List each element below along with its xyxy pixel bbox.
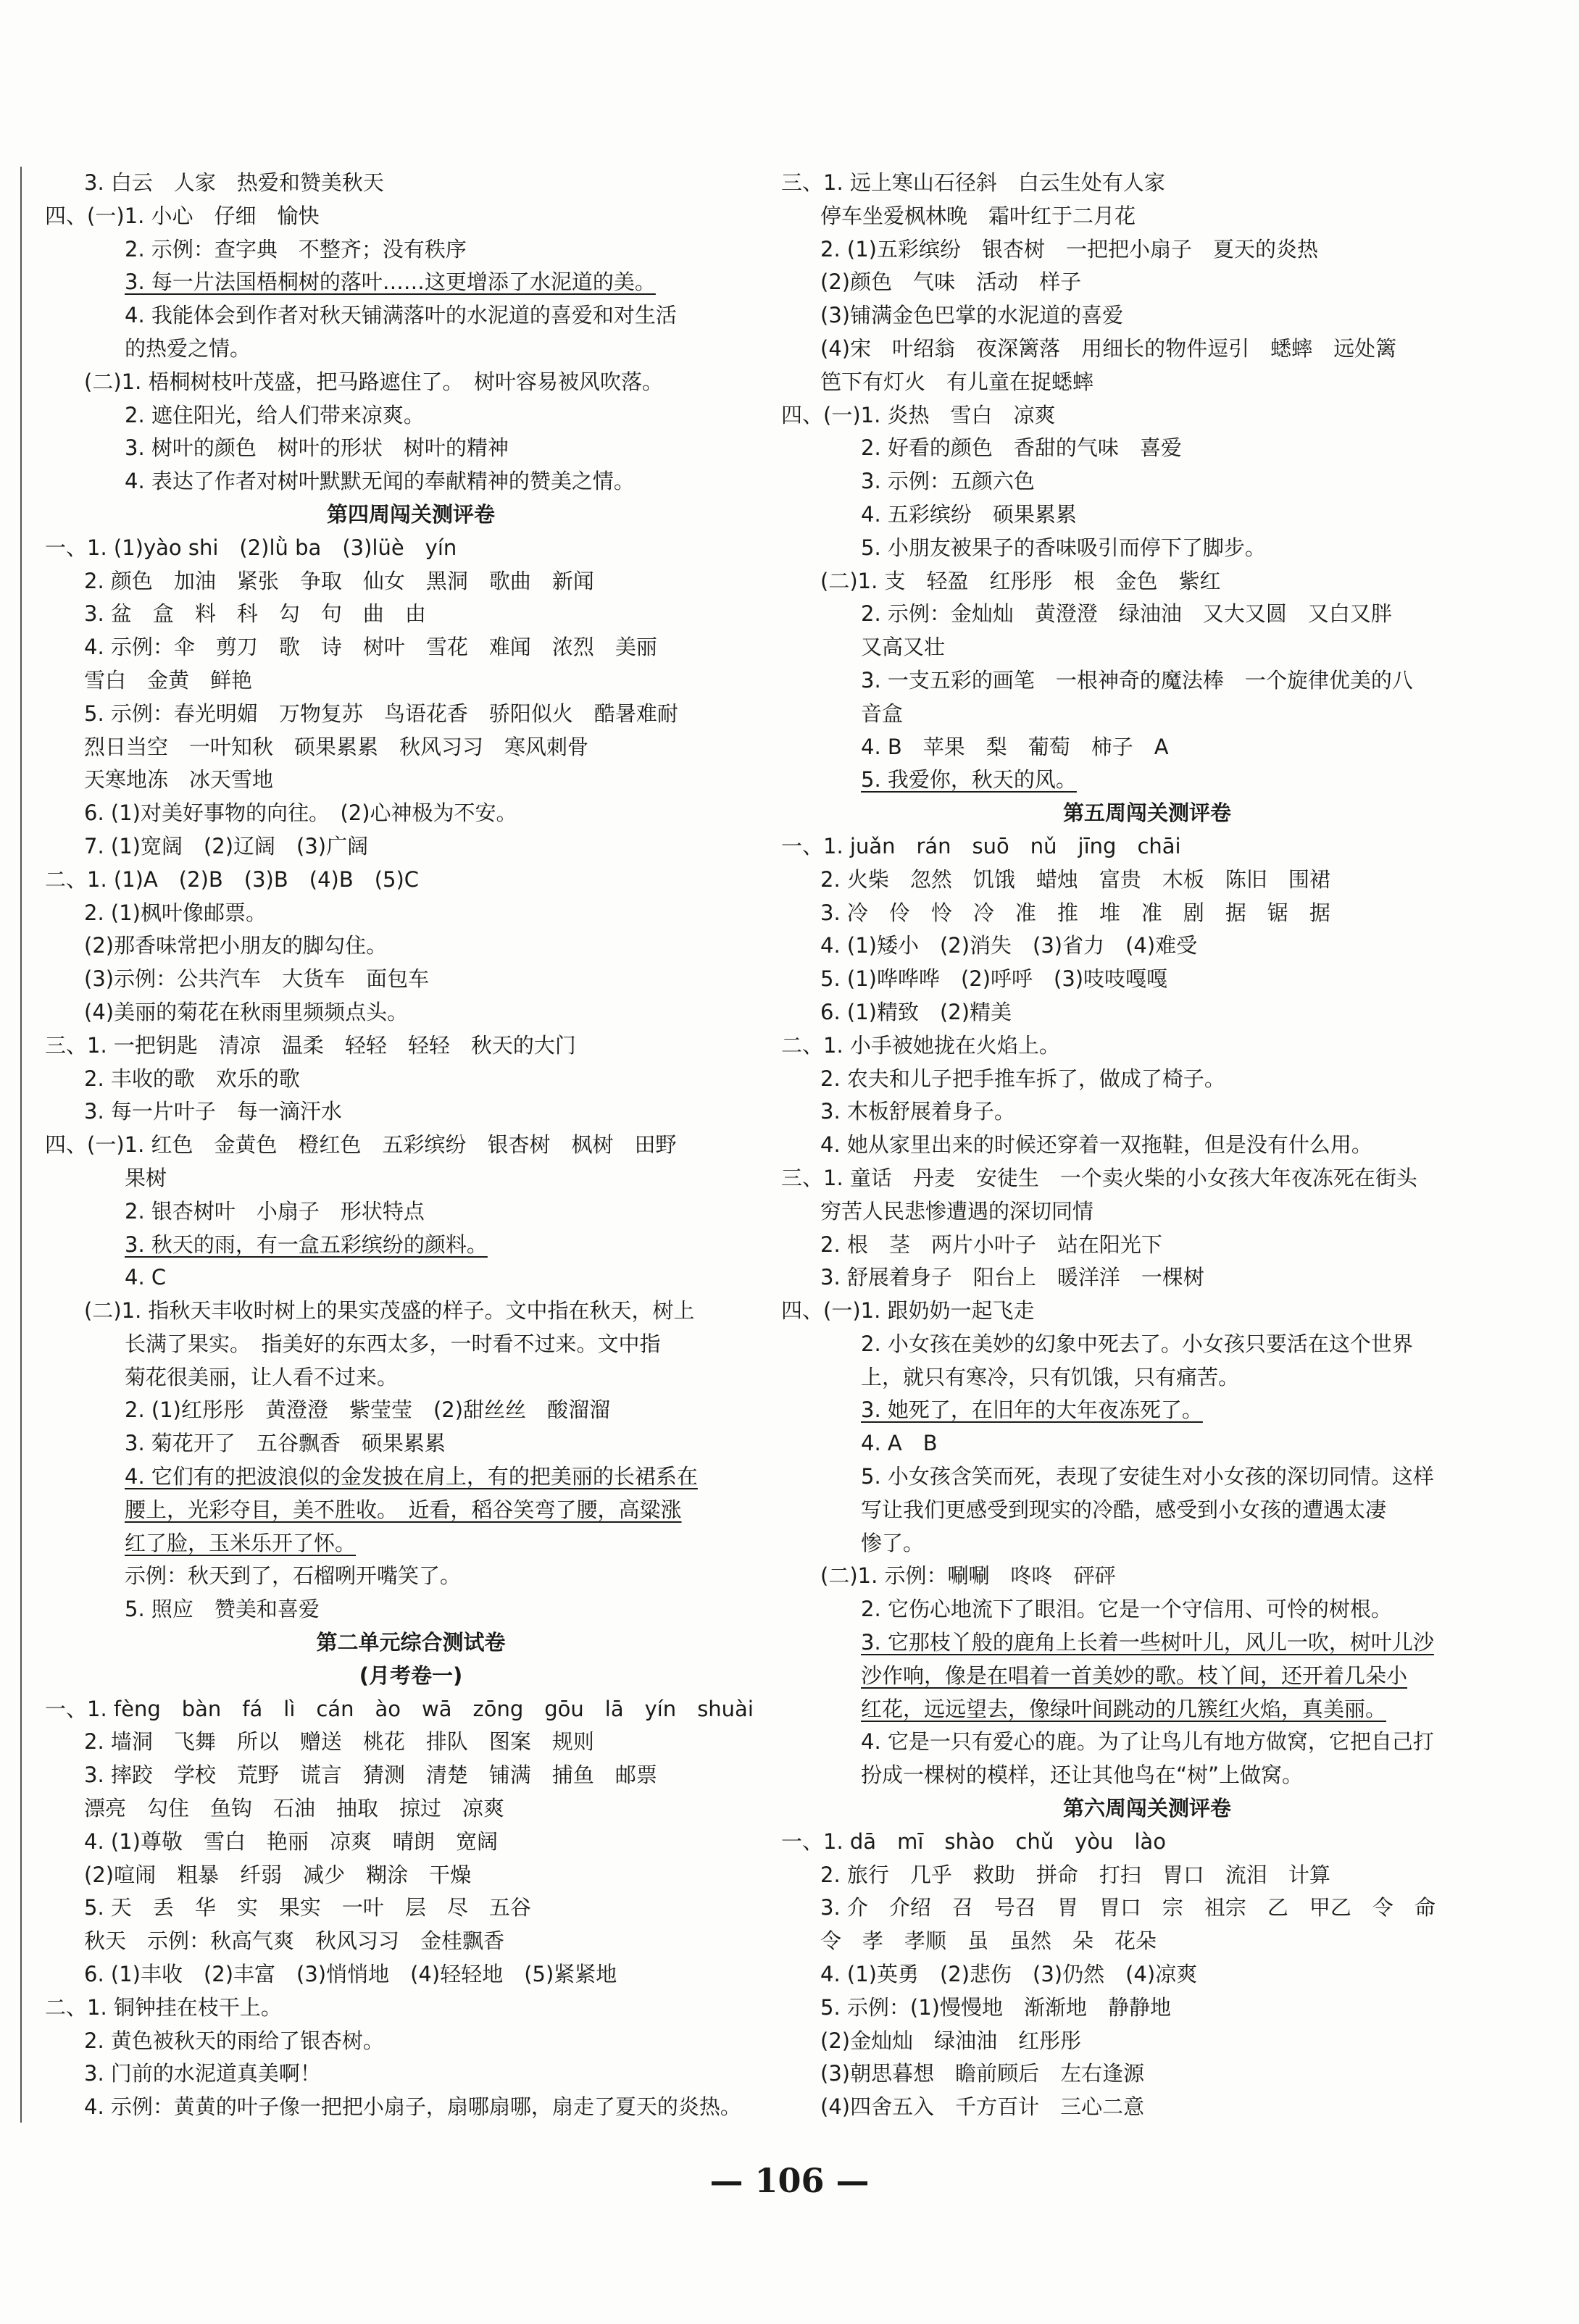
answer-text: 2. (1)红彤彤 黄澄澄 紫莹莹 (2)甜丝丝 酸溜溜 [125,1397,611,1423]
answer-text: 4. (1)英勇 (2)悲伤 (3)仍然 (4)凉爽 [820,1962,1198,1987]
answer-text: 5. 小朋友被果子的香味吸引而停下了脚步。 [861,535,1266,560]
answer-line [781,830,1513,864]
answer-line [45,897,777,930]
answer-line [781,897,1513,930]
answer-text: (2)金灿灿 绿油油 红彤彤 [820,2028,1082,2053]
answer-text: 秋天 示例：秋高气爽 秋风习习 金桂飘香 [84,1928,505,1954]
answer-line [45,1759,777,1792]
answer-line [781,1361,1513,1395]
section-heading [781,797,1513,830]
answer-text: 二、1. (1)A (2)B (3)B (4)B (5)C [45,866,420,892]
answer-text: 长满了果实。 指美好的东西太多，一时看不过来。文中指 [125,1331,661,1356]
answer-text: (2)那香味常把小朋友的脚勾住。 [84,933,388,958]
answer-line [45,1029,777,1063]
answer-text: 的热爱之情。 [125,335,251,361]
answer-line [45,266,777,299]
answer-line [45,532,777,565]
answer-line [781,864,1513,897]
answer-line [781,1129,1513,1162]
answer-line [45,963,777,996]
answer-text: 3. 介 介绍 召 号召 胃 胃口 宗 祖宗 乙 甲乙 令 命 [820,1895,1436,1920]
answer-text: 2. 颜色 加油 紧张 争取 仙女 黑洞 歌曲 新闻 [84,568,594,593]
answer-text: 6. (1)丰收 (2)丰富 (3)悄悄地 (4)轻轻地 (5)紧紧地 [84,1962,617,1987]
answer-text: 3. 舒展着身子 阳台上 暖洋洋 一棵树 [820,1265,1204,1290]
answer-line [45,299,777,333]
answer-text: 2. 火柴 忽然 饥饿 蜡烛 富贵 木板 陈旧 围裙 [820,866,1330,892]
answer-text: 第二单元综合测试卷 [316,1630,506,1655]
section-heading [45,498,777,532]
answer-line [781,1693,1513,1726]
answer-text: 5. (1)哗哗哗 (2)呼呼 (3)吱吱嘎嘎 [820,966,1168,992]
answer-text: 7. (1)宽阔 (2)辽阔 (3)广阔 [84,833,369,858]
answer-text: 2. 旅行 几乎 救助 拼命 打扫 胃口 流泪 计算 [820,1862,1330,1887]
answer-text: 2. 它伤心地流下了眼泪。它是一个守信用、可怜的树根。 [861,1597,1392,1622]
answer-line [45,1328,777,1361]
answer-line [45,1229,777,1262]
answer-line [45,1427,777,1460]
answer-line [781,1859,1513,1892]
answer-line [45,1460,777,1494]
answer-line [781,1261,1513,1295]
answer-line [781,1626,1513,1660]
answer-line [45,1726,777,1759]
answer-text: 三、1. 远上寒山石径斜 白云生处有人家 [781,170,1165,195]
answer-line [45,167,777,200]
answer-text: 惨了。 [861,1530,925,1555]
answer-text: 笆下有灯火 有儿童在捉蟋蟀 [820,369,1094,394]
answer-line [45,764,777,797]
answer-text: (二)1. 梧桐树枝叶茂盛，把马路遮住了。 树叶容易被风吹落。 [84,369,664,394]
answer-line [781,1095,1513,1129]
answer-text: 5. 小女孩含笑而死，表现了安徒生对小女孩的深切同情。这样 [861,1464,1434,1489]
answer-line [45,1892,777,1925]
answer-text: 3. 秋天的雨，有一盒五彩缤纷的颜料。 [125,1232,488,1257]
answer-line [45,1095,777,1129]
answer-line [781,498,1513,532]
answer-text: 三、1. 童话 丹麦 安徒生 一个卖火柴的小女孩大年夜冻死在街头 [781,1165,1417,1190]
answer-text: 四、(一)1. 小心 仔细 愉快 [45,203,320,228]
answer-text: 4. (1)尊敬 雪白 艳丽 凉爽 晴朗 宽阔 [84,1828,498,1854]
answer-text: 四、(一)1. 红色 金黄色 橙红色 五彩缤纷 银杏树 枫树 田野 [45,1132,677,1158]
answer-text: 一、1. (1)yào shi (2)lǜ ba (3)lüè yín [45,535,457,560]
answer-text: 四、(一)1. 炎热 雪白 凉爽 [781,402,1056,427]
answer-line [45,1826,777,1859]
answer-text: (二)1. 指秋天丰收时树上的果实茂盛的样子。文中指在秋天，树上 [84,1298,695,1324]
answer-line [45,366,777,399]
answer-line [781,1925,1513,1958]
answer-text: 穷苦人民悲惨遭遇的深切同情 [820,1198,1094,1224]
answer-line [45,830,777,864]
answer-line [781,266,1513,299]
answer-line [781,996,1513,1029]
answer-text: 6. (1)对美好事物的向往。 (2)心神极为不安。 [84,801,517,826]
answer-text: 示例：秋天到了，石榴咧开嘴笑了。 [125,1563,462,1589]
answer-line [45,1162,777,1195]
answer-line [781,366,1513,399]
answer-text: 2. 遮住阳光，给人们带来凉爽。 [125,402,425,427]
answer-line [781,1162,1513,1195]
answer-text: 4. 表达了作者对树叶默默无闻的奉献精神的赞美之情。 [125,469,635,494]
answer-line [781,2025,1513,2058]
answer-text: 停车坐爱枫林晚 霜叶红于二月花 [820,203,1136,228]
answer-line [45,1792,777,1826]
answer-text: 上，就只有寒冷，只有饥饿，只有痛苦。 [861,1364,1240,1389]
answer-text: 4. 五彩缤纷 硕果累累 [861,501,1077,527]
answer-line [45,1063,777,1096]
answer-line [781,2057,1513,2091]
answer-line [45,399,777,432]
answer-text: 4. 她从家里出来的时候还穿着一双拖鞋，但是没有什么用。 [820,1132,1372,1158]
answer-text: 第四周闯关测评卷 [326,501,495,527]
answer-text: 红了脸，玉米乐开了怀。 [125,1530,357,1555]
answer-line [781,1892,1513,1925]
left-column [45,167,777,2124]
answer-text: 2. 好看的颜色 香甜的气味 喜爱 [861,435,1182,461]
answer-line [45,797,777,830]
answer-line [781,1427,1513,1460]
answer-line [781,631,1513,664]
answer-line [781,1826,1513,1859]
answer-text: 3. 摔跤 学校 荒野 谎言 猜测 清楚 铺满 捕鱼 邮票 [84,1763,657,1788]
answer-line [45,2057,777,2091]
answer-line [781,1527,1513,1560]
answer-line [781,598,1513,631]
answer-line [781,1660,1513,1693]
answer-text: 果树 [125,1165,167,1190]
answer-text: 4. 我能体会到作者对秋天铺满落叶的水泥道的喜爱和对生活 [125,303,677,328]
answer-line [781,664,1513,698]
answer-text: 6. (1)精致 (2)精美 [820,999,1012,1024]
answer-line [45,1129,777,1162]
section-heading [45,1660,777,1693]
answer-line [781,929,1513,963]
answer-text: 3. 白云 人家 热爱和赞美秋天 [84,170,384,195]
answer-line [45,1494,777,1527]
answer-text: 令 孝 孝顺 虽 虽然 朵 花朵 [820,1928,1157,1954]
answer-line [45,731,777,764]
answer-line [781,1958,1513,1991]
answer-line [45,698,777,731]
answer-line [781,432,1513,465]
answer-text: 4. 示例：伞 剪刀 歌 诗 树叶 雪花 难闻 浓烈 美丽 [84,635,657,660]
answer-line [45,1261,777,1295]
answer-line [45,200,777,233]
answer-line [45,2025,777,2058]
answer-line [45,1195,777,1229]
answer-text: 2. 小女孩在美妙的幻象中死去了。小女孩只要活在这个世界 [861,1331,1413,1356]
answer-text: (2)颜色 气味 活动 样子 [820,269,1082,295]
answer-line [45,2091,777,2124]
answer-text: 四、(一)1. 跟奶奶一起飞走 [781,1298,1035,1324]
answer-text: 5. 示例：春光明媚 万物复苏 鸟语花香 骄阳似火 酷暑难耐 [84,701,678,726]
answer-line [781,1229,1513,1262]
answer-line [781,1029,1513,1063]
answer-text: 2. 黄色被秋天的雨给了银杏树。 [84,2028,384,2053]
answer-line [45,631,777,664]
answer-text: 3. 每一片法国梧桐树的落叶……这更增添了水泥道的美。 [125,269,656,295]
answer-line [781,698,1513,731]
answer-line [781,1593,1513,1626]
answer-text: 沙作响，像是在唱着一首美妙的歌。枝丫间，还开着几朵小 [861,1663,1408,1688]
answer-line [781,465,1513,498]
answer-line [781,333,1513,366]
answer-text: 4. 它是一只有爱心的鹿。为了让鸟儿有地方做窝，它把自己打 [861,1729,1434,1755]
binding-margin-line [20,167,22,2123]
answer-text: 又高又壮 [861,635,946,660]
answer-text: 2. 银杏树叶 小扇子 形状特点 [125,1198,425,1224]
answer-line [781,1991,1513,2025]
answer-line [781,200,1513,233]
answer-text: 5. 照应 赞美和喜爱 [125,1597,320,1622]
answer-text: 二、1. 铜钟挂在枝干上。 [45,1994,282,2020]
answer-line [781,233,1513,267]
answer-text: 一、1. dā mī shào chǔ yòu lào [781,1828,1166,1854]
answer-line [781,764,1513,797]
answer-text: 3. 示例：五颜六色 [861,469,1035,494]
answer-line [45,1361,777,1395]
answer-line [45,1991,777,2025]
answer-text: 4. A B [861,1431,938,1456]
answer-text: 3. 树叶的颜色 树叶的形状 树叶的精神 [125,435,509,461]
answer-line [781,1394,1513,1427]
answer-line [45,1859,777,1892]
answer-text: 3. 每一片叶子 每一滴汗水 [84,1099,342,1124]
answer-text: 3. 菊花开了 五谷飘香 硕果累累 [125,1431,446,1456]
section-heading [45,1626,777,1660]
section-heading [781,1792,1513,1826]
answer-text: 音盒 [861,701,904,726]
answer-line [45,929,777,963]
answer-text: (3)铺满金色巴掌的水泥道的喜爱 [820,303,1124,328]
answer-line [45,1295,777,1328]
answer-line [781,299,1513,333]
answer-line [781,532,1513,565]
answer-line [45,1693,777,1726]
answer-text: 2. 示例：查字典 不整齐；没有秩序 [125,236,467,262]
answer-line [45,1394,777,1427]
answer-text: 3. 她死了，在旧年的大年夜冻死了。 [861,1397,1203,1423]
answer-text: 5. 我爱你，秋天的风。 [861,767,1077,793]
answer-text: 3. 门前的水泥道真美啊！ [84,2061,321,2086]
answer-line [781,1560,1513,1593]
answer-text: 3. 木板舒展着身子。 [820,1099,1015,1124]
answer-text: 2. 丰收的歌 欢乐的歌 [84,1066,300,1091]
answer-line [781,399,1513,432]
answer-text: 3. 冷 伶 怜 冷 准 推 堆 准 剧 据 锯 据 [820,900,1330,925]
answer-line [781,1759,1513,1792]
answer-line [45,1527,777,1560]
answer-text: 红花，远远望去，像绿叶间跳动的几簇红火焰，真美丽。 [861,1696,1387,1721]
answer-text: 2. 示例：金灿灿 黄澄澄 绿油油 又大又圆 又白又胖 [861,601,1392,627]
answer-line [45,1560,777,1593]
answer-line [45,996,777,1029]
answer-text: (二)1. 支 轻盈 红彤彤 根 金色 紫红 [820,568,1221,593]
answer-line [45,333,777,366]
answer-text: 4. B 苹果 梨 葡萄 柿子 A [861,734,1169,759]
answer-line [781,1195,1513,1229]
answer-text: 3. 一支五彩的画笔 一根神奇的魔法棒 一个旋律优美的八 [861,667,1413,693]
answer-line [781,1295,1513,1328]
answer-text: 腰上，光彩夺目，美不胜收。 近看，稻谷笑弯了腰，高粱涨 [125,1497,682,1522]
answer-text: 菊花很美丽，让人看不过来。 [125,1364,399,1389]
answer-line [45,1925,777,1958]
answer-text: 写让我们更感受到现实的冷酷，感受到小女孩的遭遇太凄 [861,1497,1387,1522]
answer-text: 扮成一棵树的模样，还让其他鸟在“树”上做窝。 [861,1763,1304,1788]
answer-line [781,1726,1513,1759]
answer-text: 第六周闯关测评卷 [1062,1796,1231,1821]
answer-text: 2. 墙洞 飞舞 所以 赠送 桃花 排队 图案 规则 [84,1729,594,1755]
answer-text: (2)喧闹 粗暴 纤弱 减少 糊涂 干燥 [84,1862,472,1887]
answer-text: (二)1. 示例：唰唰 咚咚 砰砰 [820,1563,1116,1589]
answer-line [45,465,777,498]
answer-line [45,432,777,465]
answer-text: 4. 它们有的把波浪似的金发披在肩上，有的把美丽的长裙系在 [125,1464,698,1489]
answer-line [45,565,777,598]
answer-text: 2. (1)五彩缤纷 银杏树 一把把小扇子 夏天的炎热 [820,236,1318,262]
answer-line [781,1494,1513,1527]
answer-line [45,864,777,897]
answer-line [781,731,1513,764]
answer-line [781,963,1513,996]
answer-line [781,1063,1513,1096]
answer-text: 二、1. 小手被她拢在火焰上。 [781,1032,1060,1058]
answer-text: 4. C [125,1265,167,1290]
answer-line [781,1460,1513,1494]
answer-text: 一、1. fèng bàn fá lì cán ào wā zōng gōu lā yín shuài [45,1696,754,1721]
answer-text: (3)示例：公共汽车 大货车 面包车 [84,966,430,992]
answer-text: 雪白 金黄 鲜艳 [84,667,253,693]
answer-text: 3. 盆 盒 料 科 勾 句 曲 由 [84,601,426,627]
answer-line [45,664,777,698]
answer-text: 2. 根 茎 两片小叶子 站在阳光下 [820,1232,1162,1257]
answer-line [781,167,1513,200]
answer-text: (4)美丽的菊花在秋雨里频频点头。 [84,999,409,1024]
right-column [781,167,1513,2124]
answer-text: 5. 示例：(1)慢慢地 渐渐地 静静地 [820,1994,1171,2020]
answer-text: 一、1. juǎn rán suō nǔ jīng chāi [781,833,1181,858]
answer-text: (月考卷一) [359,1663,463,1688]
answer-text: (4)四舍五入 千方百计 三心二意 [820,2094,1145,2120]
answer-line [45,1958,777,1991]
answer-text: 3. 它那枝丫般的鹿角上长着一些树叶儿，风儿一吹，树叶儿沙 [861,1630,1434,1655]
answer-text: 第五周闯关测评卷 [1062,801,1231,826]
answer-text: 2. (1)枫叶像邮票。 [84,900,267,925]
answer-text: 2. 农夫和儿子把手推车拆了，做成了椅子。 [820,1066,1225,1091]
answer-text: (4)宋 叶绍翁 夜深篱落 用细长的物件逗引 蟋蟀 远处篱 [820,335,1397,361]
answer-line [45,598,777,631]
answer-line [781,1328,1513,1361]
answer-line [45,233,777,267]
answer-text: 烈日当空 一叶知秋 硕果累累 秋风习习 寒风刺骨 [84,734,589,759]
answer-line [45,1593,777,1626]
answer-text: 三、1. 一把钥匙 清凉 温柔 轻轻 轻轻 秋天的大门 [45,1032,576,1058]
answer-text: 4. (1)矮小 (2)消失 (3)省力 (4)难受 [820,933,1198,958]
answer-text: (3)朝思暮想 瞻前顾后 左右逢源 [820,2061,1145,2086]
answer-text: 天寒地冻 冰天雪地 [84,767,274,793]
answer-text: 漂亮 勾住 鱼钩 石油 抽取 掠过 凉爽 [84,1796,505,1821]
answer-line [781,565,1513,598]
answer-text: 4. 示例：黄黄的叶子像一把把小扇子，扇哪扇哪，扇走了夏天的炎热。 [84,2094,741,2120]
answer-line [781,2091,1513,2124]
page-number: — 106 — [709,2161,870,2200]
answer-text: 5. 天 丢 华 实 果实 一叶 层 尽 五谷 [84,1895,531,1920]
